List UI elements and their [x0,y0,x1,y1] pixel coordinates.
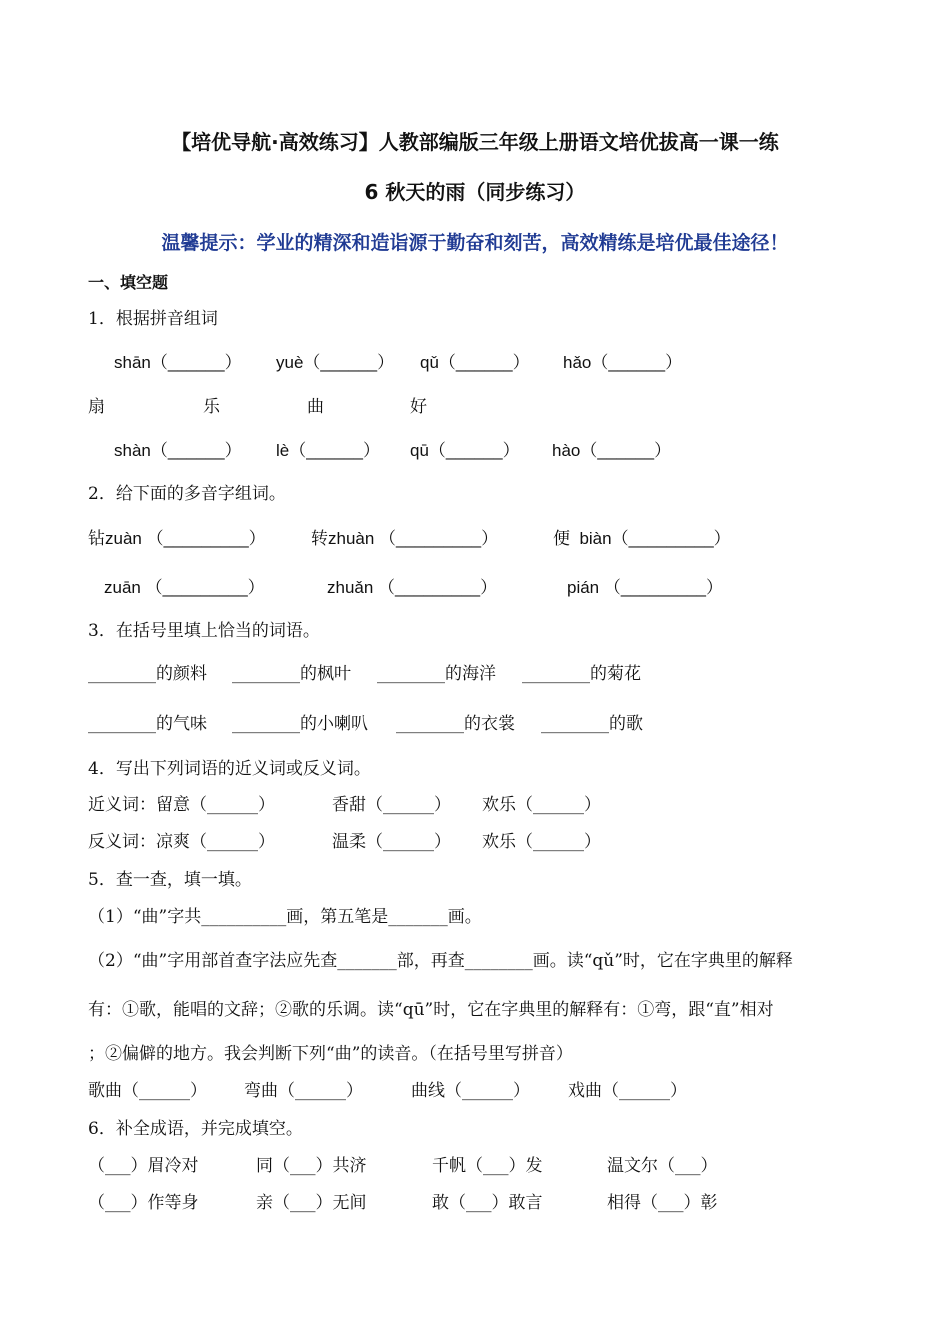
question-2-stem: 2．给下面的多音字组词。 [88,484,286,504]
q1-char: 好 [410,397,427,417]
q5-item[interactable]: 弯曲（______） [244,1081,363,1101]
q4-item[interactable]: 香甜（______） [332,795,451,815]
question-5-stem: 5．查一查，填一填。 [88,870,252,890]
page-title: 【培优导航·高效练习】人教部编版三年级上册语文培优拔高一课一练 [171,130,779,154]
q2-item[interactable]: 便 biàn（_________） [553,529,731,548]
q4-item[interactable]: 反义词：凉爽（______） [88,832,275,852]
q5-item[interactable]: 曲线（______） [411,1081,530,1101]
q1-item[interactable]: qū（______） [410,441,520,460]
q6-item[interactable]: 千帆（___）发 [432,1156,543,1176]
q1-item[interactable]: shān（______） [114,353,242,372]
q6-item[interactable]: 敢（___）敢言 [432,1193,543,1213]
question-3-stem: 3．在括号里填上恰当的词语。 [88,621,320,641]
q4-item[interactable]: 近义词：留意（______） [88,795,275,815]
q1-char: 乐 [203,397,220,417]
q3-item[interactable]: ________的颜料 [88,664,207,684]
q4-item[interactable]: 欢乐（______） [482,832,601,852]
question-1-stem: 1．根据拼音组词 [88,309,218,329]
q1-item[interactable]: hǎo（______） [563,353,683,372]
q1-item[interactable]: hào（______） [552,441,672,460]
q1-item[interactable]: qǔ（______） [420,353,530,372]
q5-line: ；②偏僻的地方。我会判断下列“曲”的读音。（在括号里写拼音） [88,1044,573,1064]
q2-item[interactable]: 钻zuàn （_________） [88,529,266,548]
q1-char: 曲 [307,397,324,417]
q2-item[interactable]: pián （_________） [567,578,723,597]
q5-item[interactable]: 歌曲（______） [88,1081,207,1101]
q1-char: 扇 [88,397,105,417]
q6-item[interactable]: 亲（___）无间 [256,1193,367,1213]
q1-item[interactable]: yuè（______） [276,353,395,372]
q6-item[interactable]: 同（___）共济 [256,1156,367,1176]
q3-item[interactable]: ________的枫叶 [232,664,351,684]
q3-item[interactable]: ________的菊花 [522,664,641,684]
question-4-stem: 4．写出下列词语的近义词或反义词。 [88,759,371,779]
q3-item[interactable]: ________的小喇叭 [232,714,368,734]
page-subtitle: 6 秋天的雨（同步练习） [364,180,586,204]
q6-item[interactable]: 相得（___）彰 [607,1193,718,1213]
q3-item[interactable]: ________的气味 [88,714,207,734]
section-heading: 一、填空题 [88,273,169,292]
q5-line: （1）“曲”字共__________画，第五笔是_______画。 [88,907,482,927]
q6-item[interactable]: （___）眉冷对 [88,1156,199,1176]
q2-item[interactable]: 转zhuàn （_________） [311,529,499,548]
question-6-stem: 6．补全成语，并完成填空。 [88,1119,303,1139]
q2-item[interactable]: zhuǎn （_________） [327,578,498,597]
q3-item[interactable]: ________的歌 [541,714,643,734]
q1-item[interactable]: lè（______） [276,441,380,460]
q5-line: 有：①歌，能唱的文辞；②歌的乐调。读“qū”时，它在字典里的解释有：①弯，跟“直”相对 [88,1000,774,1020]
q3-item[interactable]: ________的衣裳 [396,714,515,734]
q4-item[interactable]: 温柔（______） [332,832,451,852]
q1-item[interactable]: shàn（______） [114,441,242,460]
q6-item[interactable]: （___）作等身 [88,1193,199,1213]
q3-item[interactable]: ________的海洋 [377,664,496,684]
tip-banner: 温馨提示：学业的精深和造诣源于勤奋和刻苦，高效精练是培优最佳途径！ [161,232,789,254]
q5-line: （2）“曲”字用部首查字法应先查_______部，再查________画。读“qǔ”时，它在字典里的解释 [88,951,793,971]
q5-item[interactable]: 戏曲（______） [568,1081,687,1101]
q2-item[interactable]: zuān （_________） [104,578,265,597]
q4-item[interactable]: 欢乐（______） [482,795,601,815]
q6-item[interactable]: 温文尔（___） [607,1156,718,1176]
